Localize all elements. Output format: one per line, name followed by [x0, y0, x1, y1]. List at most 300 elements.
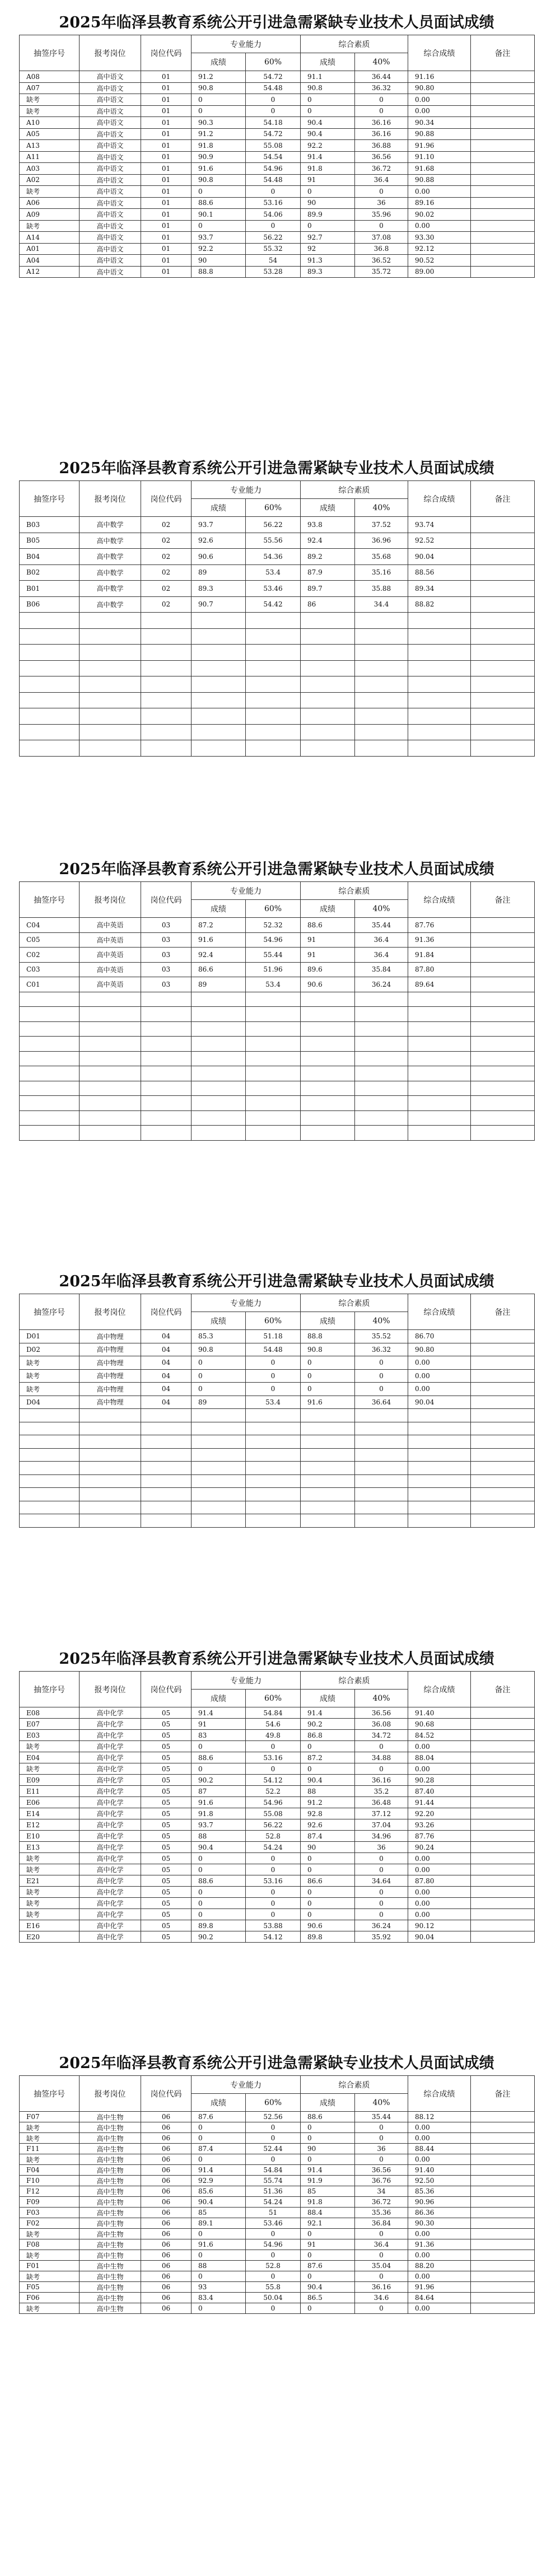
prof-60-cell: 55.74 — [246, 2176, 301, 2186]
draw-no-cell: 缺考 — [20, 1909, 80, 1920]
draw-no-cell: F05 — [20, 2282, 80, 2293]
draw-no-cell: 缺考 — [20, 1356, 80, 1370]
table-row — [20, 94, 535, 106]
header-comprehensive-quality: 综合素质 — [301, 2076, 408, 2094]
header-post: 报考岗位 — [80, 481, 141, 517]
comp-40-cell: 35.44 — [355, 918, 408, 933]
post-code-cell — [141, 1474, 192, 1488]
comp-score-cell — [301, 628, 355, 645]
total-cell: 0.00 — [408, 2154, 471, 2165]
prof-60-cell: 54.18 — [246, 117, 301, 129]
table-row — [20, 1396, 535, 1409]
table-row — [20, 220, 535, 232]
prof-60-cell: 56.22 — [246, 232, 301, 244]
prof-score-cell — [192, 992, 246, 1007]
comp-40-cell: 0 — [355, 1356, 408, 1370]
header-comp-40: 40% — [355, 1312, 408, 1330]
comp-40-cell: 36.4 — [355, 174, 408, 186]
post-code-cell: 01 — [141, 128, 192, 140]
draw-no-cell: A07 — [20, 82, 80, 94]
post-code-cell: 04 — [141, 1343, 192, 1356]
post-code-cell — [141, 1488, 192, 1501]
comp-score-cell: 0 — [301, 2303, 355, 2314]
prof-60-cell — [246, 1110, 301, 1126]
prof-60-cell: 55.44 — [246, 948, 301, 963]
draw-no-cell: D02 — [20, 1343, 80, 1356]
prof-60-cell — [246, 708, 301, 725]
header-post-code: 岗位代码 — [141, 35, 192, 71]
post-code-cell: 01 — [141, 220, 192, 232]
prof-score-cell: 0 — [192, 2250, 246, 2261]
comp-score-cell: 91 — [301, 932, 355, 948]
prof-score-cell: 91.6 — [192, 163, 246, 175]
comp-score-cell: 90 — [301, 1842, 355, 1853]
post-code-cell: 05 — [141, 1853, 192, 1864]
prof-60-cell: 0 — [246, 2154, 301, 2165]
total-cell: 91.96 — [408, 2282, 471, 2293]
prof-score-cell: 90.4 — [192, 1842, 246, 1853]
prof-60-cell: 54.96 — [246, 2239, 301, 2250]
table-row — [20, 533, 535, 549]
total-cell: 91.40 — [408, 1707, 471, 1719]
draw-no-cell — [20, 628, 80, 645]
table-row — [20, 232, 535, 244]
remark-cell — [471, 174, 535, 186]
draw-no-cell — [20, 724, 80, 740]
post-cell: 高中化学 — [80, 1853, 141, 1864]
prof-score-cell: 91.6 — [192, 2239, 246, 2250]
prof-60-cell: 53.4 — [246, 977, 301, 992]
prof-score-cell: 90.8 — [192, 82, 246, 94]
remark-cell — [471, 1842, 535, 1853]
table-row — [20, 2261, 535, 2271]
post-cell: 高中化学 — [80, 1775, 141, 1786]
header-comp-score: 成绩 — [301, 900, 355, 918]
prof-60-cell — [246, 676, 301, 693]
table-row — [20, 1752, 535, 1763]
prof-60-cell: 55.08 — [246, 1808, 301, 1819]
comp-score-cell: 89.3 — [301, 266, 355, 278]
post-cell: 高中生物 — [80, 2208, 141, 2218]
prof-60-cell — [246, 1409, 301, 1422]
post-cell: 高中英语 — [80, 948, 141, 963]
prof-score-cell — [192, 1066, 246, 1081]
prof-score-cell: 0 — [192, 1909, 246, 1920]
remark-cell — [471, 94, 535, 106]
post-code-cell: 04 — [141, 1356, 192, 1370]
post-cell: 高中生物 — [80, 2271, 141, 2282]
prof-60-cell — [246, 1096, 301, 1111]
table-row — [20, 1920, 535, 1931]
total-cell — [408, 1037, 471, 1052]
prof-60-cell — [246, 1448, 301, 1462]
total-cell: 87.40 — [408, 1786, 471, 1797]
remark-cell — [471, 186, 535, 198]
table-row — [20, 1898, 535, 1909]
post-cell: 高中语文 — [80, 71, 141, 83]
comp-40-cell: 36.16 — [355, 2282, 408, 2293]
total-cell: 0.00 — [408, 1369, 471, 1383]
comp-40-cell: 36.24 — [355, 977, 408, 992]
draw-no-cell — [20, 1037, 80, 1052]
header-draw-no: 抽签序号 — [20, 481, 80, 517]
comp-40-cell: 36.56 — [355, 1707, 408, 1719]
empty-row — [20, 1462, 535, 1475]
draw-no-cell: E11 — [20, 1786, 80, 1797]
prof-60-cell: 54.24 — [246, 1842, 301, 1853]
comp-40-cell — [355, 1448, 408, 1462]
post-code-cell: 05 — [141, 1786, 192, 1797]
comp-score-cell: 92 — [301, 243, 355, 255]
post-code-cell — [141, 1081, 192, 1096]
post-code-cell: 05 — [141, 1763, 192, 1775]
post-cell — [80, 1488, 141, 1501]
prof-score-cell: 87 — [192, 1786, 246, 1797]
post-cell: 高中化学 — [80, 1741, 141, 1752]
prof-60-cell: 53.46 — [246, 2218, 301, 2229]
comp-40-cell: 0 — [355, 1898, 408, 1909]
remark-cell — [471, 82, 535, 94]
remark-cell — [471, 1763, 535, 1775]
comp-40-cell: 36 — [355, 1842, 408, 1853]
total-cell: 90.34 — [408, 117, 471, 129]
post-code-cell — [141, 740, 192, 757]
prof-60-cell: 55.32 — [246, 243, 301, 255]
comp-40-cell: 35.04 — [355, 2261, 408, 2271]
comp-40-cell — [355, 1514, 408, 1528]
post-code-cell — [141, 692, 192, 708]
table-row — [20, 71, 535, 83]
prof-score-cell: 0 — [192, 2133, 246, 2144]
comp-score-cell — [301, 1037, 355, 1052]
total-cell: 90.28 — [408, 1775, 471, 1786]
remark-cell — [471, 1730, 535, 1741]
remark-cell — [471, 1797, 535, 1808]
draw-no-cell — [20, 676, 80, 693]
prof-60-cell — [246, 992, 301, 1007]
remark-cell — [471, 517, 535, 533]
table-row — [20, 1719, 535, 1730]
table-row — [20, 948, 535, 963]
total-cell: 0.00 — [408, 2250, 471, 2261]
prof-60-cell: 53.28 — [246, 266, 301, 278]
empty-row — [20, 692, 535, 708]
draw-no-cell: F10 — [20, 2176, 80, 2186]
comp-score-cell: 91.8 — [301, 163, 355, 175]
draw-no-cell: C05 — [20, 932, 80, 948]
prof-60-cell: 0 — [246, 1887, 301, 1898]
table-title: 2025年临泽县教育系统公开引进急需紧缺专业技术人员面试成绩 — [59, 861, 494, 878]
draw-no-cell — [20, 1007, 80, 1022]
prof-score-cell: 0 — [192, 1356, 246, 1370]
table-title: 2025年临泽县教育系统公开引进急需紧缺专业技术人员面试成绩 — [59, 1650, 494, 1668]
remark-cell — [471, 2303, 535, 2314]
post-code-cell: 06 — [141, 2133, 192, 2144]
comp-40-cell — [355, 676, 408, 693]
post-code-cell: 05 — [141, 1898, 192, 1909]
table-row — [20, 1842, 535, 1853]
remark-cell — [471, 1931, 535, 1943]
comp-score-cell: 0 — [301, 186, 355, 198]
empty-row — [20, 676, 535, 693]
comp-score-cell: 91.2 — [301, 1797, 355, 1808]
post-cell: 高中英语 — [80, 977, 141, 992]
empty-row — [20, 1021, 535, 1037]
draw-no-cell — [20, 1462, 80, 1475]
prof-score-cell: 90.9 — [192, 151, 246, 163]
comp-score-cell: 86.6 — [301, 1875, 355, 1887]
prof-60-cell: 53.16 — [246, 197, 301, 209]
header-comp-40: 40% — [355, 1690, 408, 1707]
prof-60-cell: 56.22 — [246, 1819, 301, 1831]
total-cell: 92.50 — [408, 2176, 471, 2186]
total-cell: 90.12 — [408, 1920, 471, 1931]
prof-score-cell: 93 — [192, 2282, 246, 2293]
post-cell: 高中物理 — [80, 1356, 141, 1370]
post-cell: 高中化学 — [80, 1842, 141, 1853]
prof-score-cell: 87.6 — [192, 2112, 246, 2122]
total-cell: 0.00 — [408, 94, 471, 106]
post-cell: 高中英语 — [80, 932, 141, 948]
prof-score-cell: 88.8 — [192, 266, 246, 278]
prof-score-cell — [192, 1422, 246, 1435]
comp-score-cell: 90 — [301, 2144, 355, 2154]
draw-no-cell: 缺考 — [20, 94, 80, 106]
table-row — [20, 549, 535, 565]
post-cell: 高中生物 — [80, 2133, 141, 2144]
comp-score-cell: 0 — [301, 1864, 355, 1875]
remark-cell — [471, 255, 535, 267]
post-cell — [80, 1066, 141, 1081]
draw-no-cell: 缺考 — [20, 2229, 80, 2239]
remark-cell — [471, 549, 535, 565]
comp-40-cell: 0 — [355, 1864, 408, 1875]
total-cell: 90.68 — [408, 1719, 471, 1730]
header-draw-no: 抽签序号 — [20, 2076, 80, 2112]
table-row — [20, 151, 535, 163]
draw-no-cell: E12 — [20, 1819, 80, 1831]
post-cell — [80, 740, 141, 757]
total-cell: 90.04 — [408, 549, 471, 565]
comp-score-cell — [301, 1081, 355, 1096]
comp-score-cell: 92.1 — [301, 2218, 355, 2229]
prof-60-cell — [246, 1514, 301, 1528]
header-comp-40: 40% — [355, 499, 408, 517]
draw-no-cell: B03 — [20, 517, 80, 533]
post-cell: 高中生物 — [80, 2239, 141, 2250]
comp-40-cell — [355, 1488, 408, 1501]
remark-cell — [471, 128, 535, 140]
remark-cell — [471, 1488, 535, 1501]
remark-cell — [471, 724, 535, 740]
table-title: 2025年临泽县教育系统公开引进急需紧缺专业技术人员面试成绩 — [59, 14, 494, 31]
comp-score-cell — [301, 1488, 355, 1501]
prof-60-cell — [246, 1462, 301, 1475]
comp-40-cell: 34.96 — [355, 1831, 408, 1842]
draw-no-cell: F09 — [20, 2197, 80, 2208]
total-cell: 89.34 — [408, 581, 471, 597]
comp-40-cell: 36.96 — [355, 533, 408, 549]
comp-score-cell: 92.2 — [301, 140, 355, 152]
header-post: 报考岗位 — [80, 2076, 141, 2112]
post-code-cell — [141, 1066, 192, 1081]
post-cell: 高中语文 — [80, 174, 141, 186]
draw-no-cell — [20, 1051, 80, 1066]
header-row — [20, 35, 535, 53]
total-cell — [408, 1126, 471, 1141]
prof-60-cell: 0 — [246, 186, 301, 198]
table-row — [20, 2165, 535, 2176]
header-comp-score: 成绩 — [301, 1690, 355, 1707]
header-draw-no: 抽签序号 — [20, 1294, 80, 1330]
total-cell — [408, 708, 471, 725]
comp-40-cell: 36 — [355, 2144, 408, 2154]
total-cell — [408, 613, 471, 629]
empty-row — [20, 1037, 535, 1052]
prof-score-cell: 91.8 — [192, 1808, 246, 1819]
prof-score-cell: 0 — [192, 1887, 246, 1898]
empty-row — [20, 1110, 535, 1126]
prof-score-cell: 90 — [192, 255, 246, 267]
header-prof-60: 60% — [246, 1690, 301, 1707]
total-cell: 93.30 — [408, 232, 471, 244]
draw-no-cell — [20, 1066, 80, 1081]
total-cell: 88.20 — [408, 2261, 471, 2271]
total-cell: 93.26 — [408, 1819, 471, 1831]
total-cell: 90.30 — [408, 2218, 471, 2229]
table-row — [20, 82, 535, 94]
header-draw-no: 抽签序号 — [20, 882, 80, 918]
header-comp-score: 成绩 — [301, 1312, 355, 1330]
comp-score-cell — [301, 1110, 355, 1126]
post-cell: 高中语文 — [80, 266, 141, 278]
remark-cell — [471, 1775, 535, 1786]
post-cell — [80, 692, 141, 708]
empty-row — [20, 1007, 535, 1022]
remark-cell — [471, 1356, 535, 1370]
post-cell: 高中生物 — [80, 2154, 141, 2165]
empty-row — [20, 1409, 535, 1422]
remark-cell — [471, 1126, 535, 1141]
post-code-cell: 06 — [141, 2197, 192, 2208]
comp-score-cell: 0 — [301, 1763, 355, 1775]
post-code-cell: 06 — [141, 2293, 192, 2303]
comp-score-cell: 91 — [301, 174, 355, 186]
post-cell: 高中语文 — [80, 117, 141, 129]
remark-cell — [471, 977, 535, 992]
total-cell — [408, 628, 471, 645]
prof-60-cell: 0 — [246, 1853, 301, 1864]
post-cell: 高中化学 — [80, 1730, 141, 1741]
total-cell: 84.52 — [408, 1730, 471, 1741]
table-row — [20, 2293, 535, 2303]
draw-no-cell: A08 — [20, 71, 80, 83]
remark-cell — [471, 1831, 535, 1842]
prof-60-cell — [246, 1051, 301, 1066]
header-professional-ability: 专业能力 — [192, 1672, 301, 1690]
post-code-cell: 05 — [141, 1719, 192, 1730]
prof-60-cell: 54.12 — [246, 1931, 301, 1943]
post-cell — [80, 1514, 141, 1528]
header-prof-60: 60% — [246, 2094, 301, 2112]
comp-score-cell: 86 — [301, 596, 355, 613]
post-code-cell: 03 — [141, 977, 192, 992]
prof-score-cell: 0 — [192, 1864, 246, 1875]
total-cell — [408, 1435, 471, 1449]
draw-no-cell: 缺考 — [20, 1741, 80, 1752]
prof-score-cell — [192, 740, 246, 757]
comp-40-cell — [355, 1096, 408, 1111]
total-cell: 88.44 — [408, 2144, 471, 2154]
draw-no-cell: 缺考 — [20, 2133, 80, 2144]
prof-60-cell — [246, 1021, 301, 1037]
total-cell — [408, 1409, 471, 1422]
total-cell: 91.84 — [408, 948, 471, 963]
remark-cell — [471, 1898, 535, 1909]
draw-no-cell: E07 — [20, 1719, 80, 1730]
prof-score-cell: 87.2 — [192, 918, 246, 933]
post-code-cell: 06 — [141, 2208, 192, 2218]
comp-40-cell — [355, 1501, 408, 1514]
remark-cell — [471, 1808, 535, 1819]
table-row — [20, 1864, 535, 1875]
post-code-cell: 06 — [141, 2303, 192, 2314]
table-row — [20, 1763, 535, 1775]
post-cell — [80, 1409, 141, 1422]
prof-60-cell — [246, 1422, 301, 1435]
table-row — [20, 1741, 535, 1752]
score-table — [19, 881, 535, 1141]
post-code-cell: 02 — [141, 517, 192, 533]
prof-60-cell — [246, 1037, 301, 1052]
prof-60-cell: 53.4 — [246, 1396, 301, 1409]
prof-score-cell: 0 — [192, 2229, 246, 2239]
total-cell: 0.00 — [408, 1909, 471, 1920]
total-cell: 0.00 — [408, 2303, 471, 2314]
table-row — [20, 1356, 535, 1370]
post-cell: 高中化学 — [80, 1909, 141, 1920]
comp-score-cell: 90.4 — [301, 128, 355, 140]
total-cell: 90.96 — [408, 2197, 471, 2208]
post-code-cell: 06 — [141, 2218, 192, 2229]
comp-score-cell: 88.6 — [301, 918, 355, 933]
post-code-cell: 05 — [141, 1707, 192, 1719]
total-cell — [408, 724, 471, 740]
prof-60-cell — [246, 724, 301, 740]
score-section — [19, 1645, 534, 1943]
comp-score-cell: 0 — [301, 2122, 355, 2133]
total-cell — [408, 676, 471, 693]
post-code-cell — [141, 1096, 192, 1111]
prof-60-cell: 53.4 — [246, 564, 301, 581]
post-cell: 高中化学 — [80, 1707, 141, 1719]
post-cell — [80, 1462, 141, 1475]
draw-no-cell: F04 — [20, 2165, 80, 2176]
post-cell: 高中数学 — [80, 581, 141, 597]
draw-no-cell: E21 — [20, 1875, 80, 1887]
prof-60-cell: 0 — [246, 1864, 301, 1875]
remark-cell — [471, 1909, 535, 1920]
comp-40-cell: 36.4 — [355, 2239, 408, 2250]
post-cell — [80, 1037, 141, 1052]
draw-no-cell: F11 — [20, 2144, 80, 2154]
prof-60-cell: 52.8 — [246, 1831, 301, 1842]
comp-score-cell — [301, 1448, 355, 1462]
remark-cell — [471, 2293, 535, 2303]
post-cell: 高中化学 — [80, 1808, 141, 1819]
post-cell: 高中生物 — [80, 2112, 141, 2122]
prof-score-cell: 0 — [192, 1898, 246, 1909]
